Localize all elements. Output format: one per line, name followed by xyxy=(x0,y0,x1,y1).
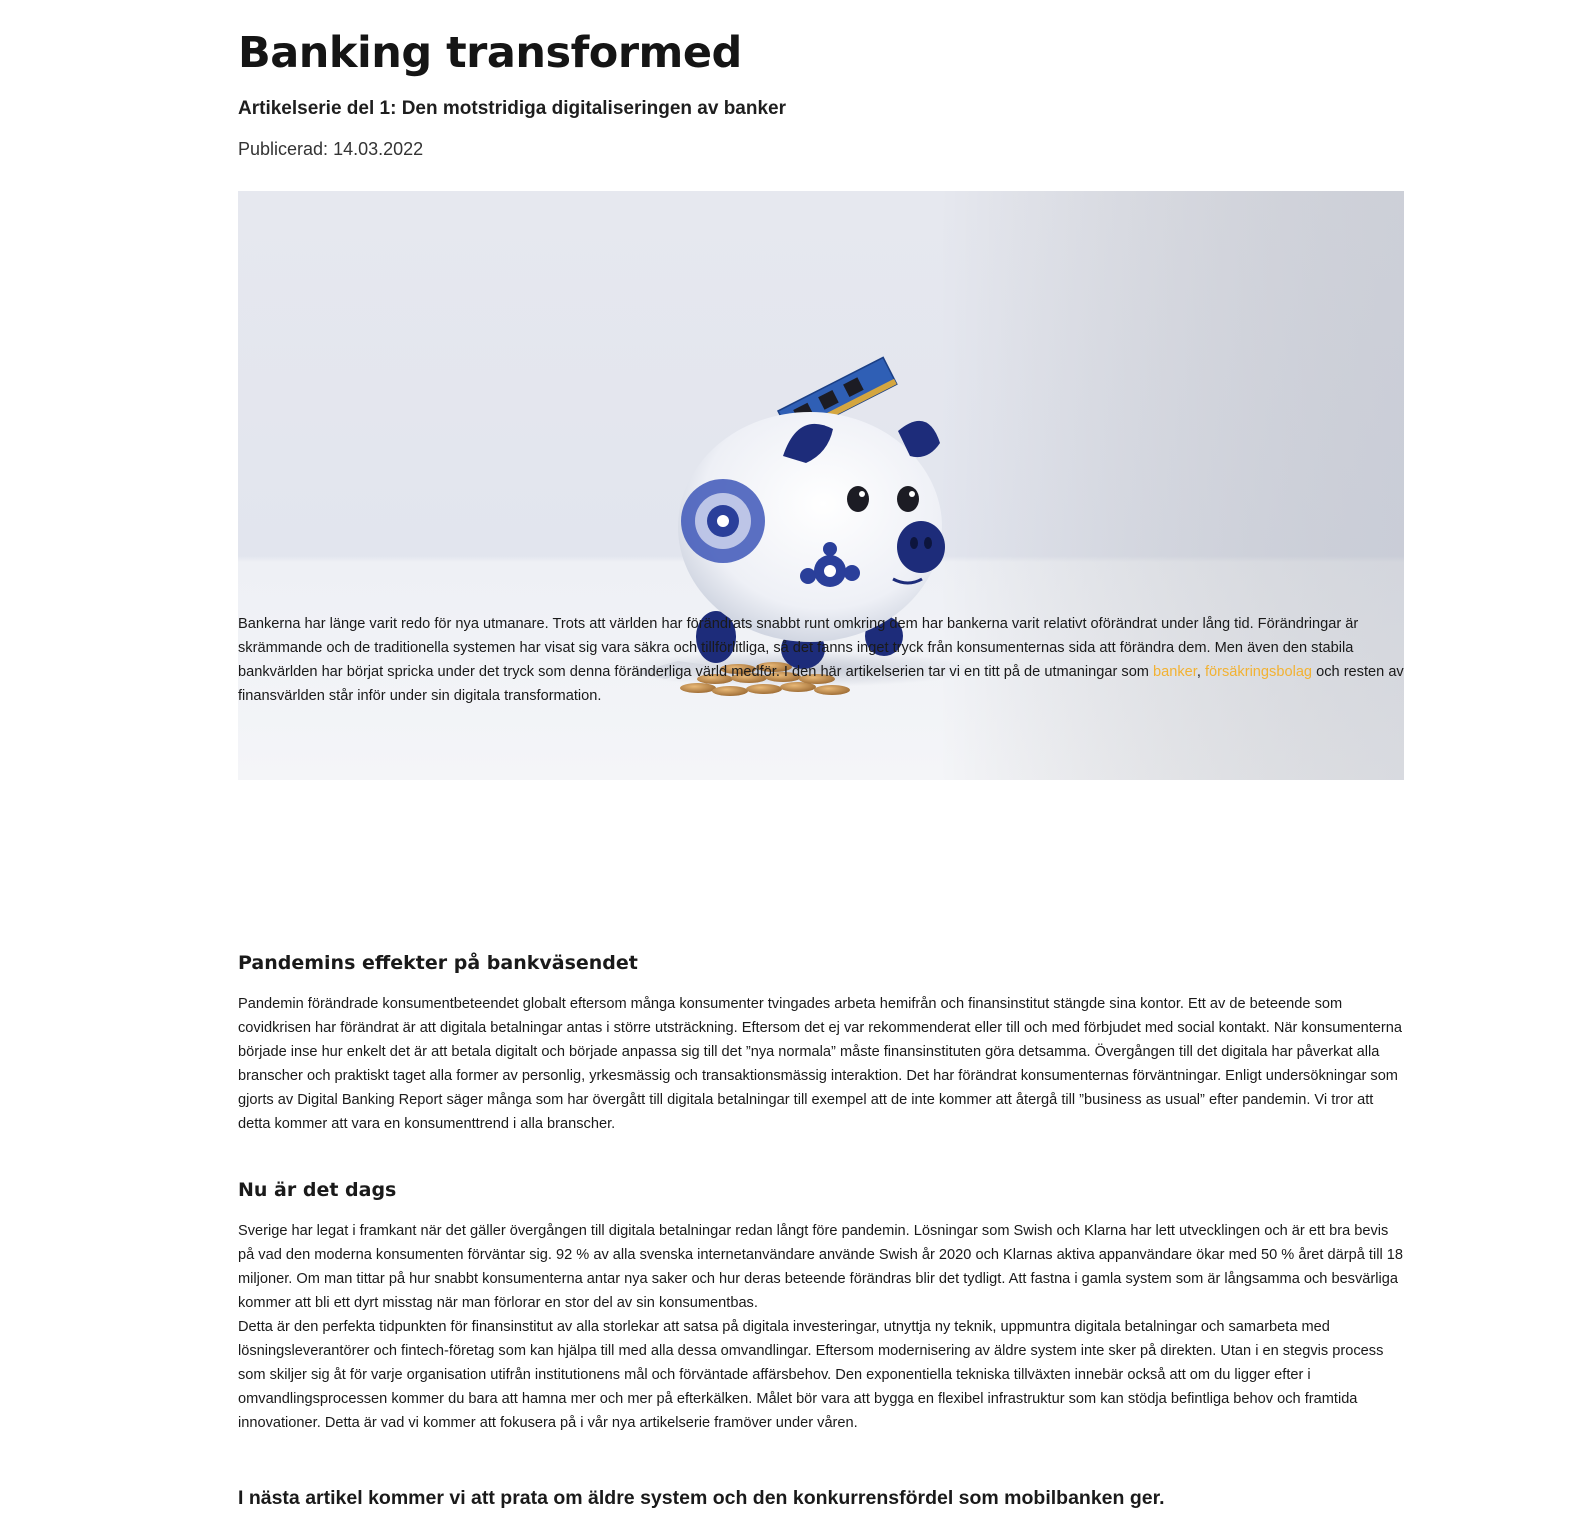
section-heading-now: Nu är det dags xyxy=(238,1179,397,1201)
published-label: Publicerad: xyxy=(238,139,329,159)
article-title: Banking transformed xyxy=(238,28,742,78)
closing-teaser: I nästa artikel kommer vi att prata om äldre system och den konkurrensfördel som mobilbanken ger. xyxy=(238,1487,1165,1509)
published-info xyxy=(238,139,423,160)
link-banker[interactable]: banker xyxy=(1153,664,1197,680)
intro-separator: , xyxy=(1196,664,1205,680)
link-insurance[interactable]: försäkringsbolag xyxy=(1204,664,1313,680)
section-heading-pandemic: Pandemins effekter på bankväsendet xyxy=(238,952,638,974)
published-date: 14.03.2022 xyxy=(333,139,424,159)
intro-text-end: och resten av finansvärlden står inför under sin digitala transformation. xyxy=(238,664,1404,704)
article-subtitle: Artikelserie del 1: Den motstridiga digitaliseringen av banker xyxy=(238,98,787,119)
section-body-now-1: Sverige har legat i framkant när det gäller övergången till digitala betalningar redan långt före pandemin. Lösningar som Swish och Klarna har lett utvecklingen och är ett bra bevis på vad den moderna konsumenten förväntar sig. 92 % av alla svenska internetanvändare använde Swish år 2020 och Klarnas aktiva appanvändare ökar med 50 % året därpå till 18 miljoner. Om man tittar på hur snabbt konsumenterna antar nya saker och hur deras beteende förändras blir det tydligt. Att fastna i gamla system som är långsamma och besvärliga kommer att bli ett dyrt misstag när man förlorar en stor del av sin konsumentbas. xyxy=(238,1223,1403,1311)
section-body-pandemic: Pandemin förändrade konsumentbeteendet globalt eftersom många konsumenter tvingades arbeta hemifrån och finansinstitut stängde sina kontor. Ett av de beteende som covidkrisen har förändrat är att digitala betalningar antas i större utsträckning. Eftersom det ej var rekommenderat eller till och med förbjudet med social kontakt. När konsumenterna började inse hur enkelt det är att betala digitalt och började anpassa sig till det ”nya normala” måste finansinstituten göra detsamma. Övergången till det digitala har påverkat alla branscher och praktiskt taget alla former av personlig, yrkesmässig och transaktionsmässig interaktion. Det har förändrat konsumenternas förväntningar. Enligt undersökningar som gjorts av Digital Banking Report säger många som har övergått till digitala betalningar till exempel att de inte kommer att återgå till ”business as usual” efter pandemin. Vi tror att detta kommer att vara en konsumenttrend i alla branscher. xyxy=(238,996,1403,1132)
section-body-now-2: Detta är den perfekta tidpunkten för finansinstitut av alla storlekar att satsa på digitala investeringar, utnyttja ny teknik, uppmuntra digitala betalningar och samarbeta med lösningsleverantörer och fintech-företag som kan hjälpa till med alla dessa omvandlingar. Eftersom modernisering av äldre system inte sker på direkten. Utan i en stegvis process som skiljer sig åt för varje organisation utifrån institutionens mål och förväntade affärsbehov. Den exponentiella tekniska tillväxten innebär också att om du ligger efter i omvandlingsprocessen kommer du bara att hamna mer och mer på efterkälken. Målet bör vara att bygga en flexibel infrastruktur som kan stödja befintliga behov och framtida innovationer. Detta är vad vi kommer att fokusera på i vår nya artikelserie framöver under våren. xyxy=(238,1319,1384,1431)
intro-paragraph xyxy=(238,612,1404,708)
intro-text: Bankerna har länge varit redo för nya utmanare. Trots att världen har förändrats snabbt runt omkring dem har bankerna varit relativt oförändrat under lång tid. Förändringar är skrämmande och de traditionella systemen har visat sig vara säkra och tillförlitliga, så det fanns inget tryck från konsumenternas sida att förändra dem. Men även den stabila bankvärlden har börjat spricka under det tryck som denna föränderliga värld medför. I den här artikelserien tar vi en titt på de utmaningar som xyxy=(238,616,1359,680)
